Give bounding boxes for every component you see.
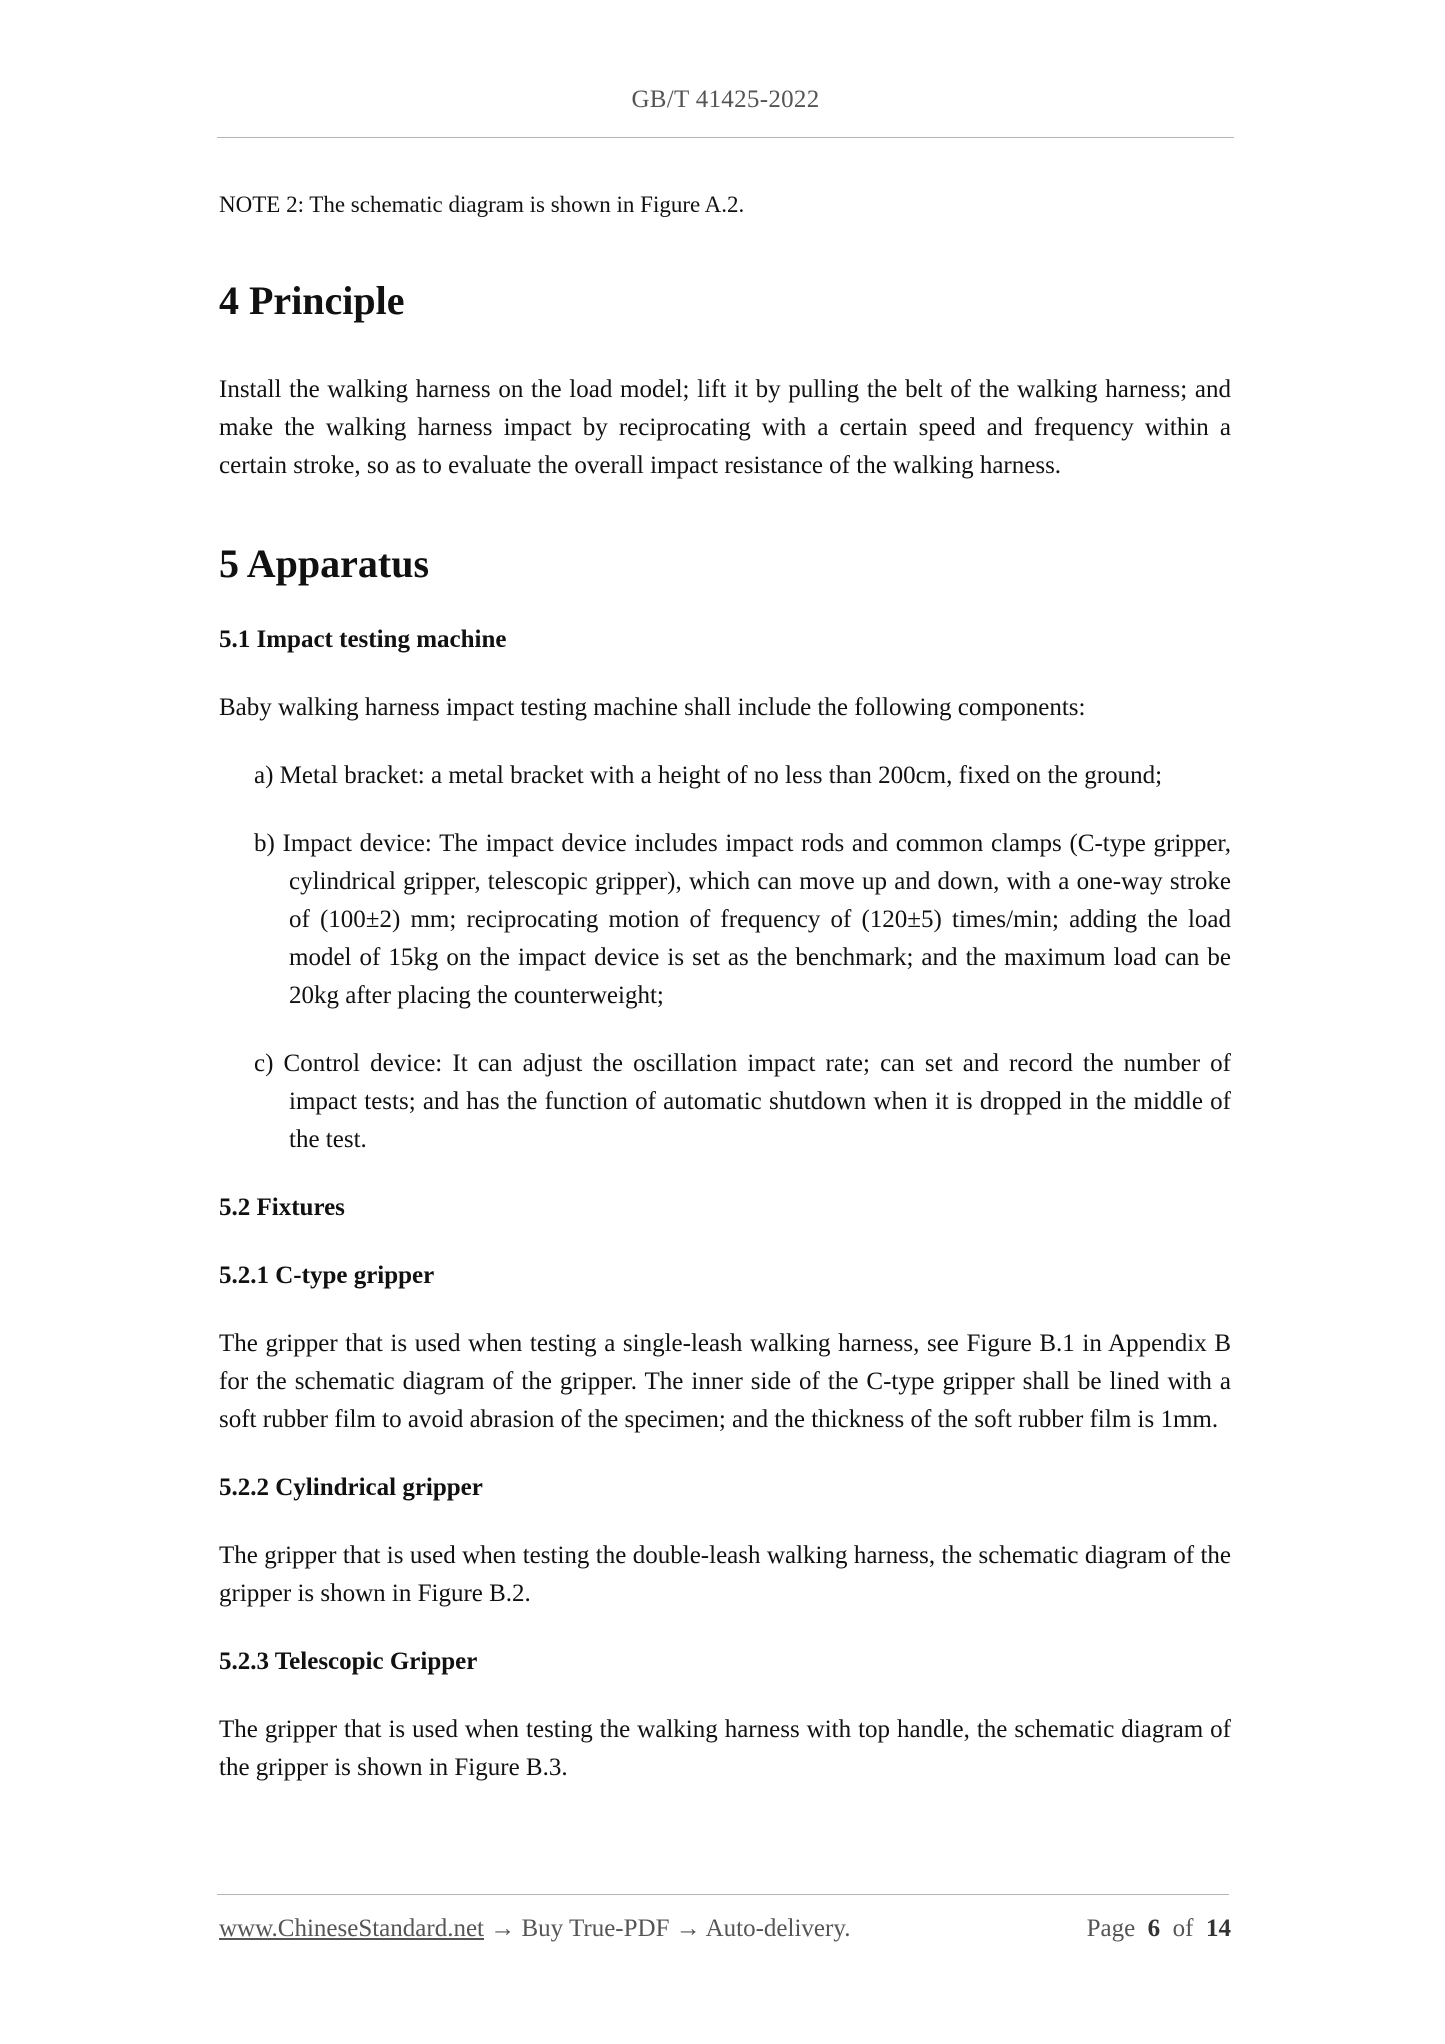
footer-promo [219,1910,850,1948]
section-5-2-3-heading: 5.2.3 Telescopic Gripper [219,1648,478,1675]
document-body [219,186,1231,1787]
section-5-2-3-paragraph: The gripper that is used when testing the walking harness with top handle, the schematic diagram of the gripper is shown in Figure B.3. [219,1716,1231,1781]
page-header-standard-number: GB/T 41425-2022 [631,86,820,113]
of-label: of [1172,1915,1194,1942]
page-counter [1087,1910,1231,1948]
list-item-c: c) Control device: It can adjust the oscillation impact rate; can set and record the number of impact tests; and has the function of automatic shutdown when it is dropped in the middle of the test. [254,1050,1231,1153]
total-pages-number: 14 [1206,1915,1231,1942]
page-footer [219,1910,1231,1948]
section-5-1-heading: 5.1 Impact testing machine [219,626,507,653]
section-5-1-intro: Baby walking harness impact testing machine shall include the following components: [219,694,1086,721]
list-item-a: a) Metal bracket: a metal bracket with a height of no less than 200cm, fixed on the ground; [254,762,1163,789]
section-5-2-1-heading: 5.2.1 C-type gripper [219,1262,435,1289]
page-label: Page [1086,1915,1136,1942]
note-text: NOTE 2: The schematic diagram is shown in Figure A.2. [219,192,745,217]
section-5-2-2-paragraph: The gripper that is used when testing the double-leash walking harness, the schematic diagram of the gripper is shown in Figure B.2. [219,1542,1231,1607]
section-4-paragraph: Install the walking harness on the load model; lift it by pulling the belt of the walking harness; and make the walking harness impact by reciprocating with a certain speed and frequency within a certain stroke, so as to evaluate the overall impact resistance of the walking harness. [219,376,1231,479]
section-5-2-1-paragraph: The gripper that is used when testing a single-leash walking harness, see Figure B.1 in Appendix B for the schematic diagram of the gripper. The inner side of the C-type gripper shall be lined with a soft rubber film to avoid abrasion of the specimen; and the thickness of the soft rubber film is 1mm. [219,1330,1231,1433]
current-page-number: 6 [1147,1915,1161,1942]
section-5-2-2-heading: 5.2.2 Cylindrical gripper [219,1474,483,1501]
header-divider [217,137,1234,138]
footer-divider [217,1894,1229,1895]
footer-promo-text: → Buy True-PDF → Auto-delivery. [484,1915,851,1942]
section-5-heading: 5 Apparatus [219,541,430,586]
section-5-2-heading: 5.2 Fixtures [219,1194,345,1221]
list-item-b: b) Impact device: The impact device includes impact rods and common clamps (C-type gripper, cylindrical gripper, telescopic gripper), which can move up and down, with a one-way stroke of (100±2) mm; reciprocating motion of frequency of (120±5) times/min; adding the load model of 15kg on the impact device is set as the benchmark; and the maximum load can be 20kg after placing the counterweight; [254,830,1231,1009]
website-link[interactable]: www.ChineseStandard.net [219,1915,484,1942]
section-4-heading: 4 Principle [219,278,405,323]
